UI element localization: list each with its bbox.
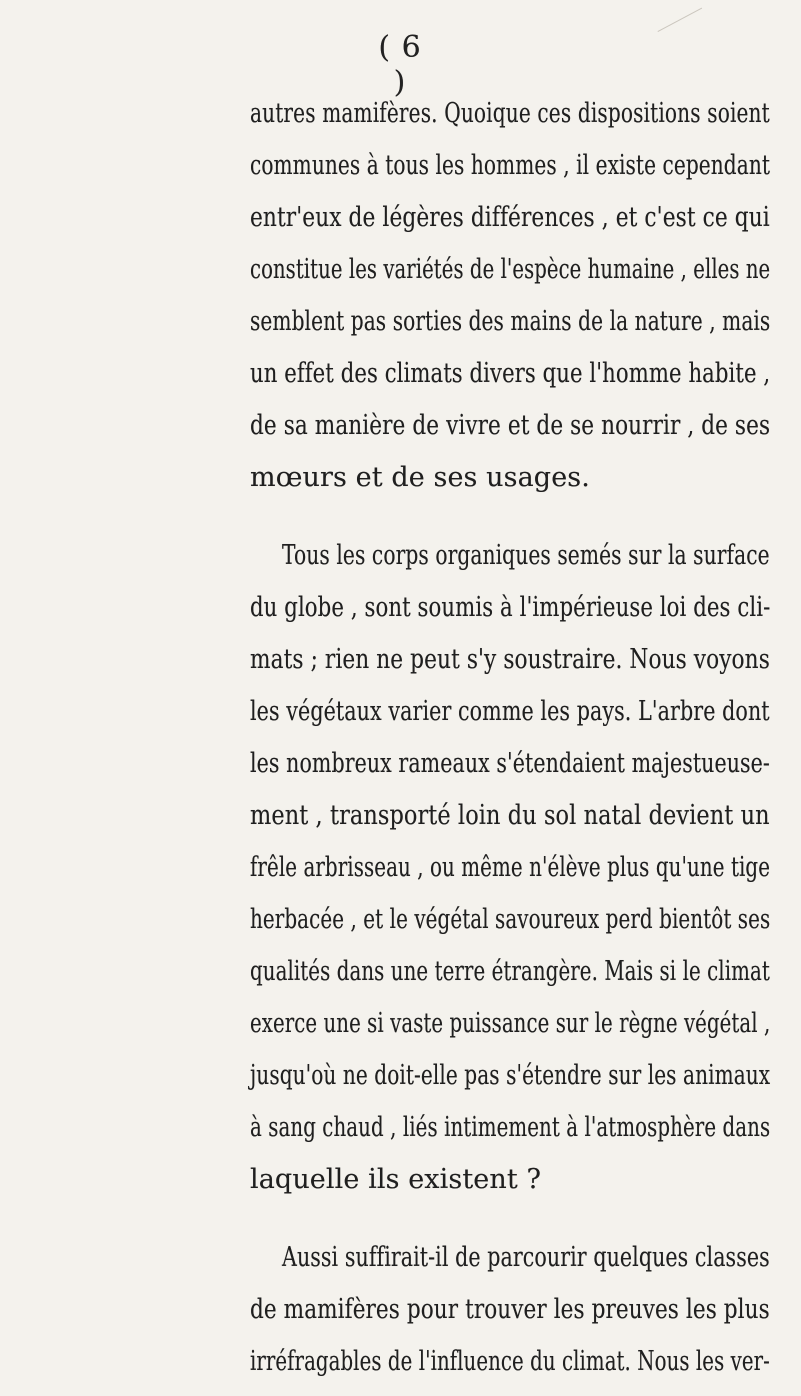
text-line-14: ment , transporté loin du sol natal devient un xyxy=(250,800,770,831)
text-line-18: exerce une si vaste puissance sur le règne végétal , xyxy=(250,1008,771,1039)
text-line-7: de sa manière de vivre et de se nourrir , de ses xyxy=(250,410,771,441)
text-line-1: autres mamifères. Quoique ces dispositions soient xyxy=(250,98,770,129)
text-line-20: à sang chaud , liés intimement à l'atmosphère dans xyxy=(250,1112,771,1143)
text-line-23: de mamifères pour trouver les preuves les plus xyxy=(250,1294,770,1325)
text-line-9: Tous les corps organiques semés sur la surface xyxy=(282,540,770,571)
text-line-5: semblent pas sorties des mains de la nature , mais xyxy=(250,306,771,337)
text-line-12: les végétaux varier comme les pays. L'arbre dont xyxy=(250,696,770,727)
text-line-13: les nombreux rameaux s'étendaient majestueuse- xyxy=(250,748,770,779)
page-number: ( 6 ) xyxy=(378,30,422,100)
paper-mark xyxy=(658,8,713,52)
text-line-19: jusqu'où ne doit-elle pas s'étendre sur les animaux xyxy=(250,1060,771,1091)
text-line-10: du globe , sont soumis à l'impérieuse loi des cli- xyxy=(250,592,771,623)
text-line-17: qualités dans une terre étrangère. Mais si le climat xyxy=(250,956,770,987)
text-line-2: communes à tous les hommes , il existe cependant xyxy=(250,150,771,181)
text-line-3: entr'eux de légères différences , et c'est ce qui xyxy=(250,202,770,233)
text-line-6: un effet des climats divers que l'homme habite , xyxy=(250,358,771,389)
text-line-21: laquelle ils existent ? xyxy=(250,1164,542,1195)
text-line-8: mœurs et de ses usages. xyxy=(250,462,590,493)
text-line-4: constitue les variétés de l'espèce humaine , elles ne xyxy=(250,254,771,285)
text-line-22: Aussi suffirait-il de parcourir quelques classes xyxy=(282,1242,770,1273)
text-line-15: frêle arbrisseau , ou même n'élève plus qu'une tige xyxy=(250,852,771,883)
text-line-16: herbacée , et le végétal savoureux perd bientôt ses xyxy=(250,904,771,935)
text-line-24: irréfragables de l'influence du climat. Nous les ver- xyxy=(250,1346,770,1377)
text-line-11: mats ; rien ne peut s'y soustraire. Nous voyons xyxy=(250,644,770,675)
